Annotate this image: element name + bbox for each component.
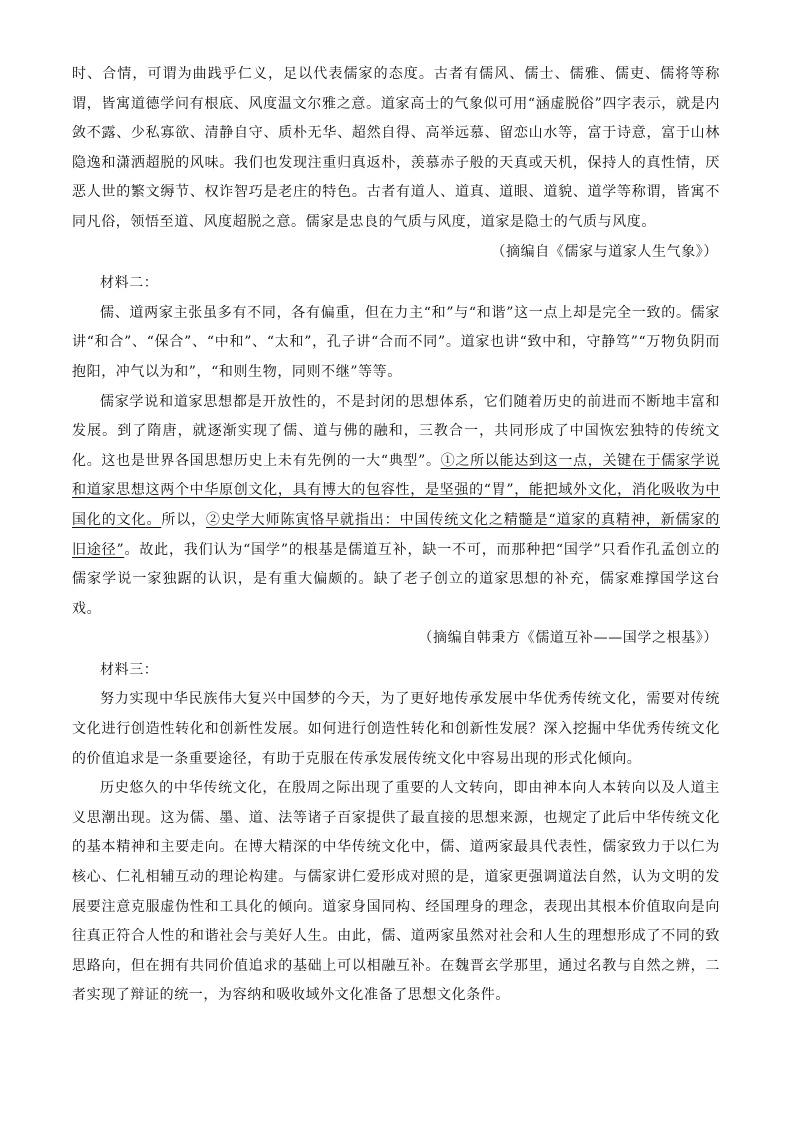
material-two-source: （摘编自韩秉方《儒道互补——国学之根基》） xyxy=(418,630,718,647)
underlined-sentence-1: ①之所以能达到这一点，关键在于儒家学说和道家思想这两个中华原创文化，具有博大的包容性，是坚强的“胃”，能把域外文化，消化吸收为中国化的文化。 xyxy=(72,452,720,528)
material-two-paragraph-1: 儒、道两家主张虽多有不同，各有偏重，但在力主“和”与“和谐”这一点上却是完全一致的。儒家讲“和合”、“保合”、“中和”、“太和”，孔子讲“合而不同”。道家也讲“致中和，守静笃”“万物负阴而抱阳，冲气以为和”，“和则生物，同则不继”等等。 xyxy=(72,304,720,380)
paragraph-text: 所以， xyxy=(161,511,207,528)
material-two-paragraph-2 xyxy=(72,388,720,625)
paragraph-text: 。故此，我们认为“国学”的根基是儒道互补，缺一不可，而那种把“国学”只看作孔孟创立的儒家学说一家独踞的认识，是有重大偏颇的。缺了老子创立的道家思想的补充，儒家难撑国学这台戏。 xyxy=(72,541,720,617)
material-three-label: 材料三： xyxy=(100,661,159,678)
material-two-label: 材料二： xyxy=(100,275,159,292)
material-three-paragraph-1: 努力实现中华民族伟大复兴中国梦的今天，为了更好地传承发展中华优秀传统文化，需要对传统文化进行创造性转化和创新性发展。如何进行创造性转化和创新性发展？深入挖掘中华优秀传统文化的价值追求是一条重要途径，有助于克服在传承发展传统文化中容易出现的形式化倾向。 xyxy=(72,691,720,767)
material-one-paragraph: 时、合情，可谓为曲践乎仁义，足以代表儒家的态度。古者有儒风、儒士、儒雅、儒吏、儒将等称谓，皆寓道德学问有根底、风度温文尔雅之意。道家高士的气象似可用“涵虚脱俗”四字表示，就是内敛不露、少私寡欲、清静自守、质朴无华、超然自得、高举远慕、留恋山水等，富于诗意，富于山林隐逸和潇洒超脱的风味。我们也发现注重归真返朴，羡慕赤子般的天真或天机，保持人的真性情，厌恶人世的繁文缛节、权诈智巧是老庄的特色。古者有道人、道真、道眼、道貌、道学等称谓，皆寓不同凡俗，领悟至道、风度超脱之意。儒家是忠良的气质与风度，道家是隐士的气质与风度。 xyxy=(72,66,720,230)
material-one-source: （摘编自《儒家与道家人生气象》） xyxy=(491,243,718,260)
document-page xyxy=(72,60,720,1011)
paragraph-text: 儒家学说和道家思想都是开放性的，不是封闭的思想体系，它们随着历史的前进而不断地丰富和发展。到了隋唐，就逐渐实现了儒、道与佛的融和，三教合一，共同形成了中国恢宏独特的传统文化。这也是世界各国思想历史上未有先例的一大“典型”。 xyxy=(72,393,720,469)
material-three-paragraph-2: 历史悠久的中华传统文化，在殷周之际出现了重要的人文转向，即由神本向人本转向以及人道主义思潮出现。这为儒、墨、道、法等诸子百家提供了最直接的思想来源，也规定了此后中华传统文化的基本精神和主要走向。在博大精深的中华传统文化中，儒、道两家最具代表性，儒家致力于以仁为核心、仁礼相辅互动的理论构建。与儒家讲仁爱形成对照的是，道家更强调道法自然，认为文明的发展要注意克服虚伪性和工具化的倾向。道家身国同构、经国理身的理念，表现出其根本价值取向是向往真正符合人性的和谐社会与美好人生。由此，儒、道两家虽然对社会和人生的理想形成了不同的致思路向，但在拥有共同价值追求的基础上可以相融互补。在魏晋玄学那里，通过名教与自然之辨，二者实现了辩证的统一，为容纳和吸收域外文化准备了思想文化条件。 xyxy=(72,780,720,1004)
underlined-sentence-2: ②史学大师陈寅恪早就指出：中国传统文化之精髓是“道家的真精神，新儒家的旧途径” xyxy=(72,511,720,558)
